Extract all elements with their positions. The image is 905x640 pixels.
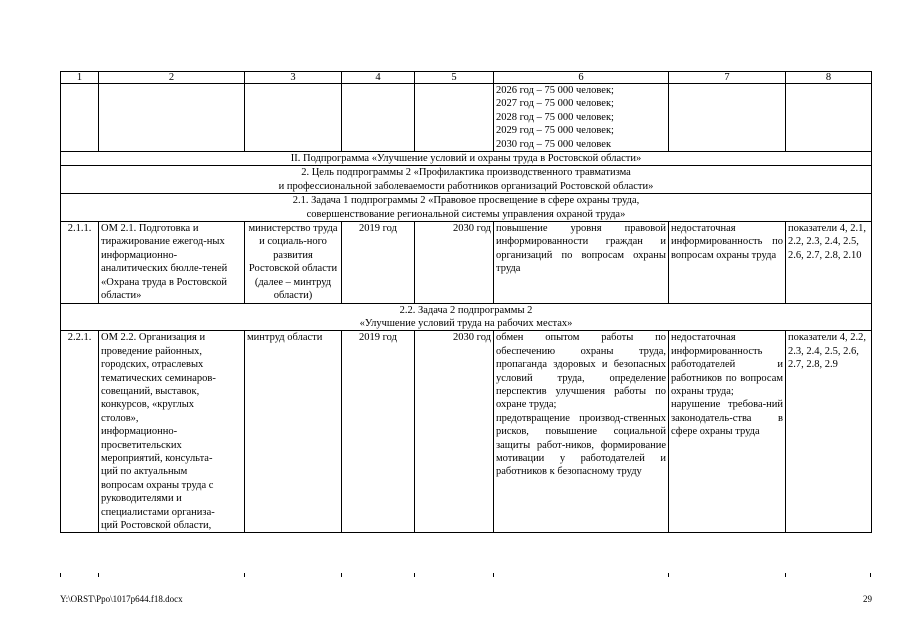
event-line: ций Ростовской области,	[101, 520, 212, 531]
event-line: руководителями и	[101, 493, 182, 505]
indicators: показатели 4, 2.2, 2.3, 2.4, 2.5, 2.6, 2.7, 2.8, 2.9	[786, 331, 872, 533]
carryover-line: 2028 год – 75 000 человек;	[496, 111, 614, 123]
goal-line-1: 2. Цель подпрограммы 2 «Профилактика производственного травматизма	[301, 167, 631, 179]
indicators: показатели 4, 2.1, 2.2, 2.3, 2.4, 2.5, 2.6, 2.7, 2.8, 2.10	[786, 222, 872, 303]
executor: минтруд области	[245, 331, 342, 533]
col-number-7: 7	[669, 72, 786, 84]
event-line: мероприятий, консульта-	[101, 452, 213, 464]
task1-row	[61, 194, 872, 222]
col-number-8: 8	[786, 72, 872, 84]
col-number-5: 5	[415, 72, 494, 84]
event-name: ОМ 2.1. Подготовка и тиражирование ежегод-ных информационно-аналитических бюлле-теней «Охрана труда в Ростовской области»	[99, 222, 245, 303]
col-number-2: 2	[99, 72, 245, 84]
non-implementation-consequences: недостаточная информированность по вопросам охраны труда	[669, 222, 786, 303]
event-line: вопросам охраны труда с	[101, 479, 214, 491]
measures-table	[60, 71, 872, 533]
end-year: 2030 год	[415, 222, 494, 303]
carryover-line: 2026 год – 75 000 человек;	[496, 85, 614, 96]
event-name	[99, 331, 245, 533]
expected-result: повышение уровня правовой информированности граждан и организаций по вопросам охраны труда	[494, 222, 669, 303]
event-line: конкурсов, «круглых	[101, 399, 195, 411]
col-number-4: 4	[342, 72, 415, 84]
task1-line-2: совершенствование региональной системы управления охраной труда»	[306, 208, 626, 220]
col-number-3: 3	[245, 72, 342, 84]
file-path: Y:\ORST\Ppo\1017p644.f18.docx	[60, 594, 183, 604]
task2-row	[61, 303, 872, 331]
event-line: ций по актуальным	[101, 466, 188, 478]
event-line: специалистами организа-	[101, 506, 215, 518]
event-line: информационно-	[101, 426, 178, 438]
carryover-years	[494, 84, 669, 152]
event-line: проведение районных,	[101, 345, 203, 357]
executor: министерство труда и социаль-ного развития Ростовской области (далее – минтруд области)	[245, 222, 342, 303]
task1-line-1: 2.1. Задача 1 подпрограммы 2 «Правовое просвещение в сфере охраны труда,	[292, 195, 640, 207]
task2-line-1: 2.2. Задача 2 подпрограммы 2	[399, 304, 533, 316]
event-line: тематических семинаров-	[101, 372, 216, 384]
table-row	[61, 331, 872, 533]
col-number-6: 6	[494, 72, 669, 84]
carryover-line: 2029 год – 75 000 человек;	[496, 125, 614, 137]
task2-line-2: «Улучшение условий труда на рабочих местах»	[359, 317, 573, 329]
non-implementation-consequences	[669, 331, 786, 533]
event-line: ОМ 2.2. Организация и	[101, 332, 206, 344]
table-continuation-lines	[60, 573, 871, 577]
goal-line-2: и профессиональной заболеваемости работников организаций Ростовской области»	[278, 180, 654, 192]
expected-result-part-1: обмен опытом работы по обеспечению охраны труда, пропаганда здоровых и безопасных условий труда, определение перспектив улучшения работы по охране труда;	[496, 332, 666, 411]
event-line: просветительских	[101, 439, 182, 451]
carryover-line: 2027 год – 75 000 человек;	[496, 98, 614, 110]
col-number-1: 1	[61, 72, 99, 84]
goal-row	[61, 166, 872, 194]
start-year: 2019 год	[342, 331, 415, 533]
event-line: городских, отраслевых	[101, 359, 204, 371]
subprogram-title-row	[61, 152, 872, 166]
consequences-part-1: недостаточная информированность работодателей и работников по вопросам охраны труда;	[671, 332, 783, 397]
event-line: совещаний, выставок,	[101, 385, 200, 397]
end-year: 2030 год	[415, 331, 494, 533]
row-number: 2.2.1.	[61, 331, 99, 533]
goal-heading	[61, 166, 872, 194]
page-number: 29	[863, 594, 872, 604]
column-number-row	[61, 72, 872, 84]
carryover-row	[61, 84, 872, 152]
carryover-line: 2030 год – 75 000 человек	[496, 138, 612, 150]
expected-result	[494, 331, 669, 533]
task2-heading	[61, 303, 872, 331]
expected-result-part-2: предотвращение производ-ственных рисков, повышение социальной защиты работ-ников, формирование мотивации у работодателей и работников к безопасному труду	[496, 412, 666, 478]
task1-heading	[61, 194, 872, 222]
row-number: 2.1.1.	[61, 222, 99, 303]
consequences-part-2: нарушение требова-ний законодатель-ства в сфере охраны труда	[671, 399, 783, 438]
subprogram-title: II. Подпрограмма «Улучшение условий и охраны труда в Ростовской области»	[61, 152, 872, 166]
event-line: столов»,	[101, 412, 139, 424]
start-year: 2019 год	[342, 222, 415, 303]
table-row	[61, 222, 872, 303]
